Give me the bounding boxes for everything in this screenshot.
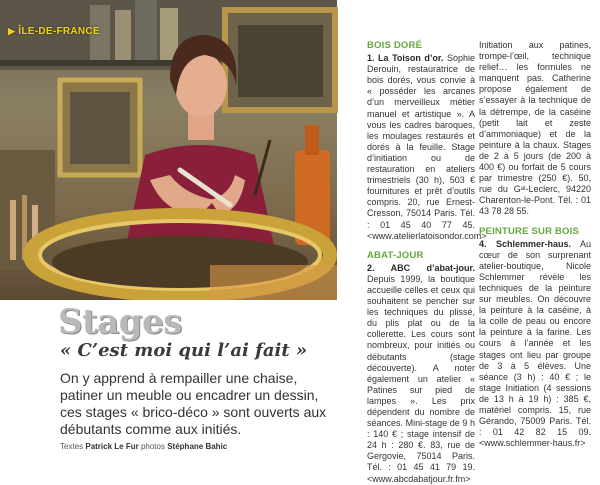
category-heading-abat-jour: ABAT-JOUR (367, 249, 424, 261)
listing-title: 2. ABC d’abat-jour. (367, 262, 475, 273)
listing-body: Initiation aux patines, trompe-l’œil, technique relief… les formules ne manquent pas. Catherine propose également de s’essayer à la technique de la détrempe, de la caséine (petit lait et zeste d’ammoniaque) et de la peinture à la chaux. Stages de 2 à 5 jours (de 200 à 400 €) ou forfait de 5 cours par trimestre (250 €). 50, rue du Gᵃˡ-Leclerc, 94220 Charenton-le-Pont. Tél. : 01 43 78 28 55. (479, 40, 591, 217)
play-triangle-icon: ▶ (8, 26, 16, 36)
listing-schlemmer-haus (479, 239, 591, 450)
credits-photo-author: Stéphane Bahic (167, 442, 228, 451)
region-tag-label: ÎLE-DE-FRANCE (18, 26, 100, 37)
article-credits (60, 442, 227, 451)
category-heading-bois-dore: BOIS DORÉ (367, 40, 423, 51)
listing-title: 1. La Toison d’or. (367, 53, 444, 64)
section-spacer (367, 242, 475, 250)
listing-body: Depuis 1999, la boutique accueille celles et ceux qui souhaitent se pencher sur les techniques du plissé, du plis plat ou de la collerette. Les cours sont nombreux, pour initiés ou débutants (stage découverte). A noter également un atelier « Patines sur pied de lampes ». Les prix dépendent du nombre de séances. Mini-stage de 9 h : 140 € ; stage intensif de 24 h : 280 €. 83, rue de Gergovie, 75014 Paris. Tél. : 01 45 41 79 19. <www.abcdabatjour.fr.fm> (367, 273, 475, 484)
listing-body: Sophie Derouin, restauratrice de bois dorés, vous convie à « posséder les arcanes d’un merveilleux métier manuel et artistique ». A vous les cadres baroques, les moulages restaurés et dorés à la feuille. Stage d’initiation ou de restauration en ateliers trimestriels (30 h), 503 € fournitures et prêt d’outils compris. 20, rue Ernest-Cresson, 75014 Paris. Tél. : 01 45 40 77 45. <www.atelierlatoisondor.com> (367, 53, 487, 241)
region-tag (8, 26, 100, 37)
credits-text-label: Textes (60, 442, 84, 451)
article-lede: On y apprend à rempailler une chaise, patiner un meuble ou encadrer un dessin, ces stages « brico-déco » sont ouverts aux débutants comme aux initiés. (60, 370, 327, 437)
article-photo (0, 0, 337, 300)
article-subtitle: « C’est moi qui l’ai fait » (60, 340, 308, 361)
category-heading-peinture-sur-bois: PEINTURE SUR BOIS (479, 225, 579, 237)
credits-text-author: Patrick Le Fur (85, 442, 139, 451)
listing-abc-abat-jour (367, 263, 475, 485)
credits-photo-label: photos (140, 442, 165, 451)
listing-patines-continued (479, 40, 591, 218)
text-column-2 (479, 40, 591, 449)
article-title: Stages (58, 302, 182, 342)
workshop-scene-illustration (0, 0, 337, 300)
listing-body: Au cœur de son surprenant atelier-boutique, Nicole Schlemmer révèle les techniques de la peinture sur meubles. On découvre la peinture à la caséine, à la colle de peau ou encore la peinture à la farine. Les cours à l’année et les stages ont lieu par groupe de 3 à 5 élèves. Une séance (3 h) : 40 € ; le stage Initiation (4 sessions de 13 h à 19 h) : 385 €, matériel compris. 15, rue Gérando, 75009 Paris. Tél. : 01 42 82 15 09. <www.schlemmer-haus.fr> (479, 238, 591, 449)
section-spacer (479, 218, 591, 226)
text-column-1 (367, 40, 487, 485)
listing-toison-dor (367, 53, 487, 242)
listing-title: 4. Schlemmer-haus. (479, 238, 571, 249)
